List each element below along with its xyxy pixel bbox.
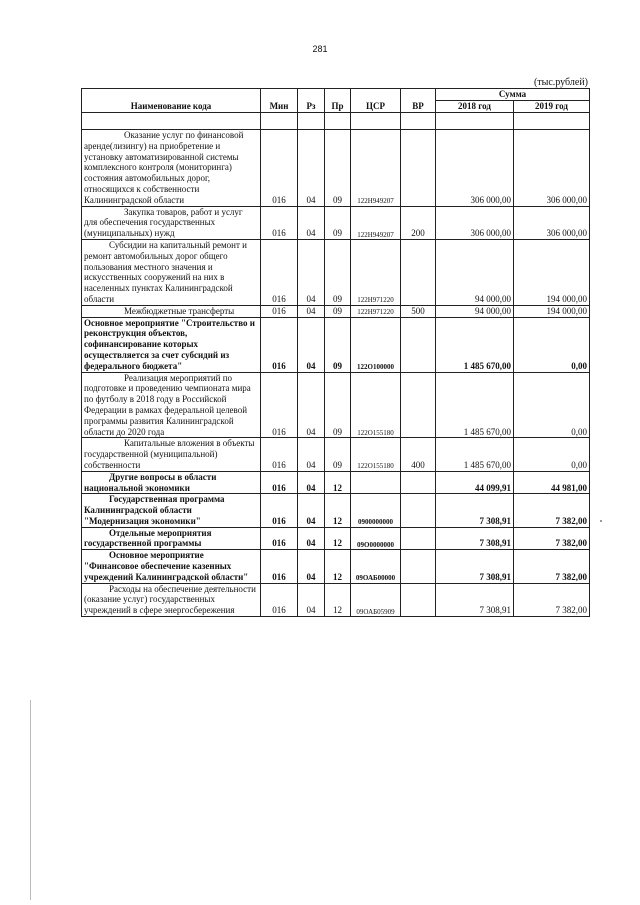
row-sum-2019: 7 382,00 [514,583,590,616]
row-name: Реализация мероприятий по подготовке и проведению чемпионата мира по футболу в 2018 году в Российской Федерации в рамках федеральной целевой программы развития Калининградской области до 2020 года [82,372,261,438]
row-pr: 09 [325,372,351,438]
row-rz: 04 [298,206,325,239]
row-sum-2019: 0,00 [514,438,590,471]
row-name: Основное мероприятие "Строительство и реконструкция объектов, софинансирование которых осуществляется за счет субсидий из федерального бюджета" [82,317,261,372]
table-row [82,438,590,471]
row-vr: 400 [401,438,436,471]
row-sum-2019: 0,00 [514,317,590,372]
row-name: Другие вопросы в области национальной экономики [82,471,261,494]
row-pr: 12 [325,527,351,550]
header-csr: ЦСР [351,89,401,113]
row-vr [401,494,436,527]
row-pr: 09 [325,206,351,239]
row-vr [401,550,436,583]
header-year-2019: 2019 год [514,101,590,113]
table-row [82,471,590,494]
row-sum-2018: 1 485 670,00 [436,317,514,372]
row-sum-2019: 306 000,00 [514,206,590,239]
table-row [82,550,590,583]
scan-artifact-line [30,700,31,900]
row-rz: 04 [298,130,325,207]
header-vr: ВР [401,89,436,113]
row-sum-2019: 7 382,00 [514,550,590,583]
row-sum-2018: 306 000,00 [436,130,514,207]
row-rz: 04 [298,438,325,471]
row-min: 016 [261,494,298,527]
row-min: 016 [261,550,298,583]
row-csr: 09О0000000 [351,527,401,550]
row-csr: 122Н971220 [351,239,401,305]
row-csr [351,471,401,494]
row-name: Основное мероприятие "Финансовое обеспечение казенных учреждений Калининградской области" [82,550,261,583]
row-sum-2019: 7 382,00 [514,494,590,527]
table-body [82,113,590,617]
row-rz: 04 [298,583,325,616]
row-pr: 12 [325,471,351,494]
row-csr: 122Н971220 [351,305,401,317]
table-row [82,583,590,616]
row-csr: 122Н949207 [351,206,401,239]
units-label: (тыс.рублей) [533,77,588,88]
row-sum-2018: 7 308,91 [436,583,514,616]
table-row [82,317,590,372]
row-pr: 09 [325,239,351,305]
row-min: 016 [261,130,298,207]
row-sum-2018: 94 000,00 [436,239,514,305]
header-row [82,89,590,101]
row-name: Расходы на обеспечение деятельности (оказание услуг) государственных учреждений в сфере энергосбережения [82,583,261,616]
row-sum-2018: 44 099,91 [436,471,514,494]
row-min: 016 [261,438,298,471]
header-min: Мин [261,89,298,113]
row-sum-2019: 194 000,00 [514,305,590,317]
row-min: 016 [261,471,298,494]
row-vr [401,317,436,372]
row-vr [401,583,436,616]
table-row [82,130,590,207]
row-vr [401,471,436,494]
row-csr: 09ОАБ00000 [351,550,401,583]
scan-artifact-dot [600,520,602,522]
row-csr: 122О155180 [351,372,401,438]
table-row [82,372,590,438]
row-csr: 09ОАБ05909 [351,583,401,616]
row-rz: 04 [298,494,325,527]
row-vr [401,130,436,207]
table-row [82,494,590,527]
table-row [82,305,590,317]
row-pr: 09 [325,130,351,207]
row-sum-2018: 7 308,91 [436,550,514,583]
row-sum-2018: 7 308,91 [436,494,514,527]
row-rz: 04 [298,305,325,317]
row-sum-2019: 7 382,00 [514,527,590,550]
header-pr: Пр [325,89,351,113]
table-row [82,527,590,550]
row-name: Межбюджетные трансферты [82,305,261,317]
row-csr: 122О100000 [351,317,401,372]
row-rz: 04 [298,372,325,438]
row-vr [401,527,436,550]
row-min: 016 [261,239,298,305]
row-sum-2018: 7 308,91 [436,527,514,550]
row-name: Оказание услуг по финансовой аренде(лизингу) на приобретение и установку автоматизированной системы комплексного контроля (мониторинга) состояния автомобильных дорог, относящихся к собственности Калининградской области [82,130,261,207]
row-rz: 04 [298,471,325,494]
table-row [82,206,590,239]
row-min: 016 [261,527,298,550]
row-min: 016 [261,583,298,616]
row-sum-2018: 306 000,00 [436,206,514,239]
row-vr [401,372,436,438]
row-rz: 04 [298,239,325,305]
row-name: Государственная программа Калининградской области "Модернизация экономики" [82,494,261,527]
header-name: Наименование кода [82,89,261,113]
row-rz: 04 [298,317,325,372]
row-pr: 12 [325,583,351,616]
spacer-row [82,113,590,130]
header-sum: Сумма [436,89,590,101]
row-vr: 500 [401,305,436,317]
header-year-2018: 2018 год [436,101,514,113]
page-number: 281 [312,44,328,54]
header-rz: Рз [298,89,325,113]
row-sum-2019: 44 981,00 [514,471,590,494]
row-csr: 0900000000 [351,494,401,527]
row-pr: 12 [325,550,351,583]
table-row [82,239,590,305]
row-pr: 09 [325,317,351,372]
row-min: 016 [261,317,298,372]
row-min: 016 [261,305,298,317]
row-name: Отдельные мероприятия государственной программы [82,527,261,550]
row-name: Капитальные вложения в объекты государственной (муниципальной) собственности [82,438,261,471]
row-name: Субсидии на капитальный ремонт и ремонт автомобильных дорог общего пользования местного значения и искусственных сооружений на них в населенных пунктах Калининградской области [82,239,261,305]
row-sum-2018: 94 000,00 [436,305,514,317]
row-name: Закупка товаров, работ и услуг для обеспечения государственных (муниципальных) нужд [82,206,261,239]
row-sum-2018: 1 485 670,00 [436,438,514,471]
row-pr: 09 [325,438,351,471]
row-pr: 09 [325,305,351,317]
row-csr: 122О155180 [351,438,401,471]
row-sum-2018: 1 485 670,00 [436,372,514,438]
row-vr: 200 [401,206,436,239]
row-sum-2019: 306 000,00 [514,130,590,207]
row-rz: 04 [298,527,325,550]
budget-table [81,88,590,617]
row-sum-2019: 194 000,00 [514,239,590,305]
row-pr: 12 [325,494,351,527]
row-min: 016 [261,372,298,438]
row-csr: 122Н949207 [351,130,401,207]
row-vr [401,239,436,305]
row-rz: 04 [298,550,325,583]
row-sum-2019: 0,00 [514,372,590,438]
row-min: 016 [261,206,298,239]
